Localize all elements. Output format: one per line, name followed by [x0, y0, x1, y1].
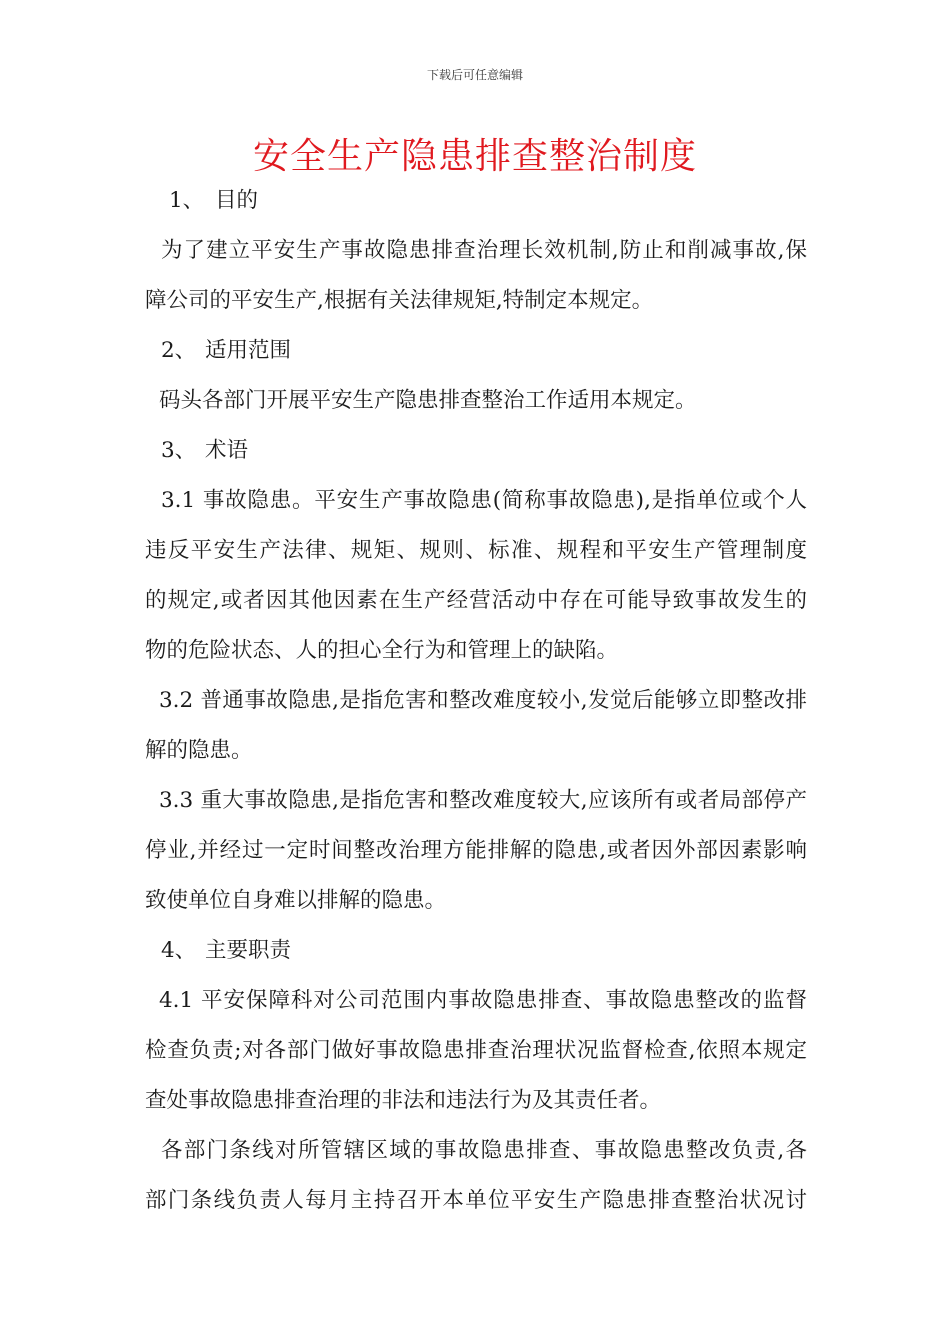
- paragraph-line: 3.2 普通事故隐患,是指危害和整改难度较小,发觉后能够立即整改排: [159, 688, 807, 713]
- section-title: 主要职责: [205, 938, 292, 963]
- document-body: [145, 176, 807, 1226]
- paragraph-line: 各部门条线对所管辖区域的事故隐患排查、事故隐患整改负责,各: [161, 1138, 807, 1163]
- section-heading-terms: [145, 426, 807, 476]
- paragraph-line: 3.1 事故隐患。平安生产事故隐患(简称事故隐患),是指单位或个人: [161, 488, 807, 513]
- page-header-note: 下载后可任意编辑: [426, 68, 523, 82]
- paragraph-line: 查处事故隐患排查治理的非法和违法行为及其责任者。: [145, 1088, 662, 1113]
- section-heading-purpose: [145, 176, 807, 226]
- paragraph-line: 致使单位自身难以排解的隐患。: [145, 888, 447, 913]
- paragraph-line: 检查负责;对各部门做好事故隐患排查治理状况监督检查,依照本规定: [145, 1038, 807, 1063]
- section-heading-scope: [145, 326, 807, 376]
- section-title: 目的: [215, 188, 259, 213]
- paragraph-line: 码头各部门开展平安生产隐患排查整治工作适用本规定。: [159, 388, 697, 413]
- document-title: 安全生产隐患排查整治制度: [252, 136, 697, 177]
- paragraph-line: 的规定,或者因其他因素在生产经营活动中存在可能导致事故发生的: [145, 588, 807, 613]
- paragraph-line: 物的危险状态、人的担心全行为和管理上的缺陷。: [145, 638, 619, 663]
- paragraph-line: 解的隐患。: [145, 738, 253, 763]
- paragraph-line: 部门条线负责人每月主持召开本单位平安生产隐患排查整治状况讨: [145, 1188, 807, 1213]
- section-number: 3、: [161, 438, 197, 463]
- paragraph-line: 停业,并经过一定时间整改治理方能排解的隐患,或者因外部因素影响: [145, 838, 807, 863]
- section-number: 4、: [161, 938, 197, 963]
- paragraph-line: 4.1 平安保障科对公司范围内事故隐患排查、事故隐患整改的监督: [159, 988, 807, 1013]
- paragraph-line: 为了建立平安生产事故隐患排查治理长效机制,防止和削减事故,保: [161, 238, 807, 263]
- section-title: 术语: [205, 438, 249, 463]
- paragraph-line: 3.3 重大事故隐患,是指危害和整改难度较大,应该所有或者局部停产: [159, 788, 807, 813]
- section-number: 1、: [169, 188, 205, 213]
- section-number: 2、: [161, 338, 197, 363]
- section-heading-responsibilities: [145, 926, 807, 976]
- paragraph-line: 违反平安生产法律、规矩、规则、标准、规程和平安生产管理制度: [145, 538, 807, 563]
- section-title: 适用范围: [205, 338, 292, 363]
- paragraph-line: 障公司的平安生产,根据有关法律规矩,特制定本规定。: [145, 288, 654, 313]
